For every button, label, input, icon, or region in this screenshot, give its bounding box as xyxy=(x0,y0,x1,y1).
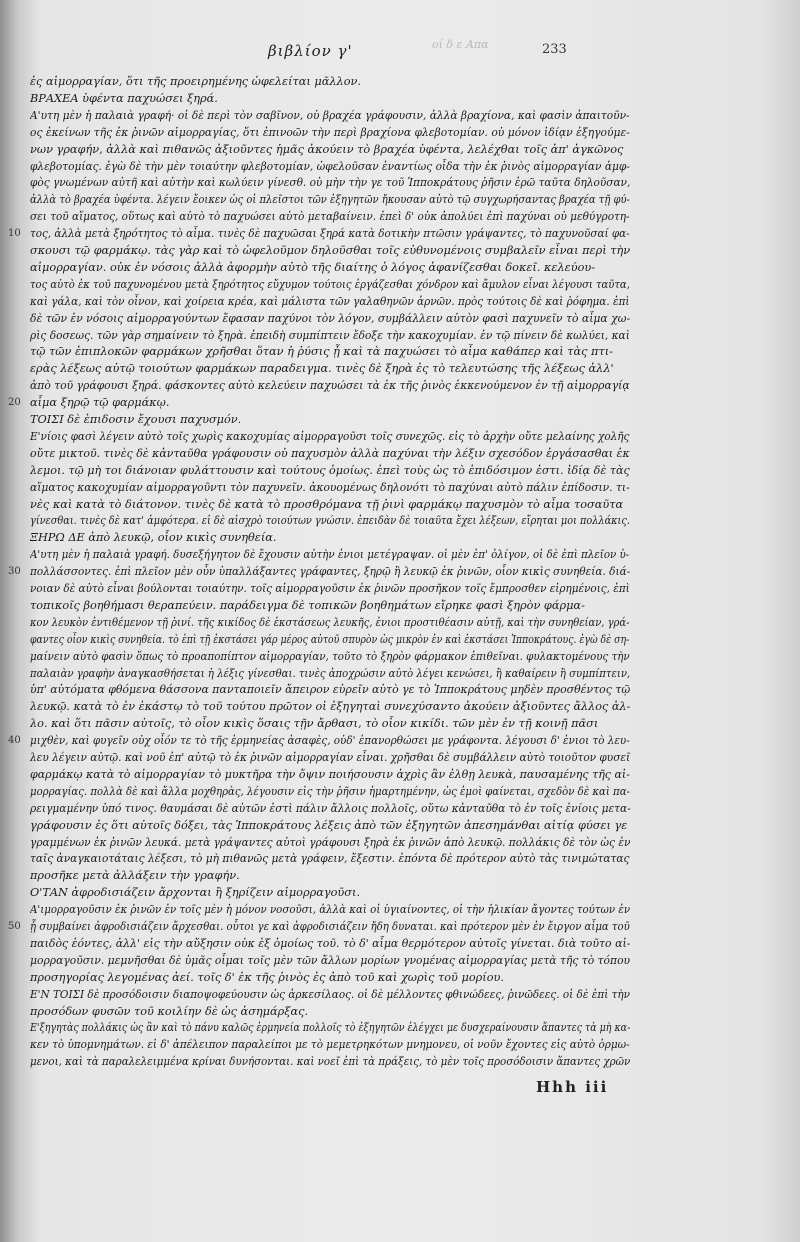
text-line: ταῖς ἀναγκαιοτάταις λέξεσι, τὸ μὴ πιθανῶς μετὰ γράφειν, ἔξεστιν. ἐπόντα δὲ πρότερον αὐτὸ τὰς τινιμώτατας xyxy=(30,852,630,866)
text-line: ὑπ' αὐτόματα φθόμενα θάσσονα πανταποιεῖν ἄπειρον εὑρεῖν αὐτὸ γε τὸ Ἱπποκράτους μηδὲν προσθέντος τῷ xyxy=(30,683,630,697)
text-line: αἷμα ξηρῷ τῷ φαρμάκῳ. xyxy=(30,396,170,410)
text-line: γίνεσθαι. τινὲς δὲ κατ' ἀμφότερα. εἰ δὲ αἰσχρὸ τοιούτων γνώσιν. ἐπειδὰν δὲ τοιαῦτα ἔχει λέξεων, εἴρηται μοι πολλάκις. xyxy=(30,514,630,528)
text-line: προσῆκε μετὰ ἀλλάξειν τὴν γραφήν. xyxy=(30,869,240,883)
text-line: κον λευκὸν ἐντιθέμενον τῇ ῥινί. τῆς κικίδος δὲ ἐκστάσεως λευκῆς, ἐνιοι προστιθέασιν αὐτῇ, καὶ τὴν συνηθείαν, γρά- xyxy=(30,615,630,629)
text-line: φὸς γνωμένων αὐτῆ καὶ αὐτὴν καὶ κωλύειν γίνεσθ. οὐ μὴν τὴν γε τοῦ Ἱπποκράτους ῥῆσιν ἐρῶ ταῦτα δηλοῦσαν, xyxy=(30,176,631,190)
text-line: τος αὐτὸ ἐκ τοῦ παχυνομένου μετὰ ξηρότητος εὔχυμον τούτοις ἐργάζεσθαι χόνδρον καὶ ἄμυλον εἶναι λέγουσι ταῦτα, xyxy=(30,277,630,291)
margin-line-number: 40 xyxy=(8,735,21,747)
text-line: Ε'ξηγητὰς πολλάκις ὡς ἂν καὶ τὸ πάνυ καλῶς ἑρμηνεία πολλοῖς τὸ ἐξηγητῶν ἐλέγχει με δυσχεραίνουσιν ἅπαντες τὰ μὴ κα- xyxy=(30,1021,631,1035)
text-line: κεν τὸ ὑπομνημάτων. εἰ δ' ἀπέλειπον παραλείποι με τὸ μεμετρηκότων μνημονευ, οἱ νοῦν ἔχοντες εἰς αὐτὸ ὁρμω- xyxy=(30,1038,630,1052)
text-line: πολλάσσοντες. ἐπὶ πλεῖον μὲν οὖν ὑπαλλάξαντες γράφαντες, ξηρῷ ἢ λευκῷ ἐκ ῥινῶν, οἷον κικὶς συνηθεία. διά- xyxy=(30,565,630,579)
text-line: δὲ τῶν ἐν νόσοις αἱμορραγούντων ἔφασαν παχύνοι τὸν λόγον, συμβάλλειν αὐτὸν φασὶ παχυνεῖν τὸ αἷμα χω- xyxy=(30,311,631,325)
text-line: Ε'νίοις φασὶ λέγειν αὐτὸ τοῖς χωρὶς κακοχυμίας αἱμορραγοῦσι τοῖς συνεχῶς. εἰς τὸ ἀρχὴν οὔτε μελαίνης χολῆς xyxy=(30,429,630,443)
text-line: μορραγοῦσιν. μεμνῆσθαι δὲ ὑμᾶς οἶμαι τοῖς μὲν τῶν ἄλλων μορίων γνομένας αἱμορραγίας μετὰ τῆς τὸ τόπου xyxy=(30,953,631,967)
text-line: οὔτε μικτοῦ. τινὲς δὲ κἀνταῦθα γράφουσιν οὐ παχυσμὸν ἀλλὰ παχύναι τὴν λέξιν σχεσόδον ἐργάσασθαι ἐκ xyxy=(30,446,630,460)
text-line: σει τοῦ αἵματος, οὕτως καὶ αὐτὸ τὸ παχυώσει αὐτὸ μεταβαίνειν. ἐπεὶ δ' οὐκ ἀπολύει ἐπὶ παχύναι οὐ μεθύγροτη- xyxy=(30,210,630,224)
text-line: φαντες οἷον κικὶς συνηθεία. τὸ ἐπὶ τῇ ἐκστάσει γάρ μέρος αὐτοῦ σπυρὸν ὡς μικρὸν ἐν καὶ ἐκστάσει Ἱπποκράτους. ἐγὼ δὲ ση- xyxy=(30,632,630,646)
text-line: προσόδων φυσῶν τοῦ κοιλίην δὲ ὡς ἀσημάρξας. xyxy=(30,1004,309,1018)
text-line: παλαιὰν γραφὴν ἀναγκασθήσεται ἡ λέξις γίνεσθαι. τινὲς ἀποχρώσιν αὐτὸ λέγει κενώσει, ἢ καθαίρειν ἢ συμπίπτειν, xyxy=(30,666,631,680)
text-line: ος ἐκείνων τῆς ἐκ ῥινῶν αἱμορραγίας, ὅτι ἐπινοῶν τὴν περὶ βραχίονα φλεβοτομίαν. οὐ μόνον ἰδίᾳν ἐξηγούμε- xyxy=(30,125,630,139)
text-line: ρειγμαμένην ὑπό τινος. θαυμάσαι δὲ αὐτῶν ἐστὶ πάλιν ἄλλοις πολλοῖς, οὕτω κἀνταῦθα τὸ ἐν τοῖς ἐνίοις μετα- xyxy=(30,801,631,815)
text-line: γραμμένων ἐκ ῥινῶν λευκά. μετὰ γράψαντες αὐτοὶ γράφουσι ξηρὰ ἐκ ῥινῶν ἀπὸ λευκῷ. πολλάκις δὲ τὸν ὡς ἐν xyxy=(30,835,630,849)
margin-line-number: 30 xyxy=(8,566,21,578)
text-line: τος, ἀλλὰ μετὰ ξηρότητος τὸ αἷμα. τινὲς δὲ παχυῶσαι ξηρά κατὰ δοτικὴν πτῶσιν γράψαντες, τὸ παχυνοῦσαί φα- xyxy=(30,227,630,241)
body-text xyxy=(8,74,631,1100)
text-line: προσηγορίας λεγομένας ἀεί. τοῖς δ' ἐκ τῆς ῥινὸς ἐς ἀπὸ τοῦ καὶ χωρὶς τοῦ μορίου. xyxy=(30,970,504,984)
text-line: Α'ιμορραγοῦσιν ἐκ ῥινῶν ἐν τοῖς μὲν ἡ μόνον νοσοῦσι, ἀλλὰ καὶ οἱ ὑγιαίνοντες, οἱ τὴν ἡλικίαν ἄγοντες τούτων ἐν xyxy=(30,903,630,917)
text-line: λευ λέγειν αὐτῷ. καὶ νοῦ ἐπ' αὐτῷ τὸ ἐκ ῥινῶν αἱμορραγίαν εἶναι. χρῆσθαι δὲ συμβάλλειν αὐτὸ τοιοῦτον φυσεῖ xyxy=(30,751,631,764)
text-line: ἐς αἱμορραγίαν, ὅτι τῆς προειρημένης ὠφελείται μᾶλλον. xyxy=(30,75,361,88)
text-line: αἱμορραγίαν. οὐκ ἐν νόσοις ἀλλὰ ἀφορμὴν αὐτὸ τῆς διαίτης ὁ λόγος ἀφανίζεσθαι δοκεῖ. κελεύου- xyxy=(30,260,596,274)
text-line: Α'υτη μὲν ἡ παλαιὰ γραφή. δυσεξήγητον δὲ ἔχουσιν αὐτὴν ἐνιοι μετέγραψαν. οἱ μὲν ἐπ' ὀλίγον, οἱ δὲ ἐπὶ πλεῖον ὑ- xyxy=(30,548,630,562)
text-line: τῷ τῶν ἐπιπλοκῶν φαρμάκων χρῆσθαι ὅταν ἡ ῥύσις ᾖ καὶ τὰ παχυώσει τὸ αἷμα καθάπερ καὶ τὰς πτι- xyxy=(30,345,613,359)
text-line: ερὰς λέξεως αὐτῷ τοιούτων φαρμάκων παραδειγμα. τινὲς δὲ ξηρὰ ἐς τὸ τελευτώσης τῆς λέξεως ἀλλ' xyxy=(30,362,614,376)
text-line: μαίνειν αὐτὸ φασὶν ὅπως τὸ προαποπίπτον αἱμορραγίαν, τοῦτο τὸ ξηρὸν φάρμακον ἐπιθεῖναι. φυλακτομένους τὴν xyxy=(30,649,630,663)
text-line: λο. καὶ ὅτι πᾶσιν αὐτοῖς, τὸ οἷον κικὶς ὅσαις τῇν ἄρθασι, τὸ οἷον κικίδι. τῶν μὲν ἐν τῇ κοινῇ πᾶσι xyxy=(30,717,599,731)
text-line: Ε'Ν ΤΟΙΣΙ δὲ προσόδοισιν διαποψοφεύουσιν ὡς ἀρκεσίλαος. οἱ δὲ μέλλοντες φθινώδεες, ῥινῶδεες. οἱ δὲ ἐπὶ τὴν xyxy=(30,987,630,1001)
page-number: 233 xyxy=(542,42,567,57)
text-line: ΒΡΑΧΕΑ ὑφέντα παχυώσει ξηρά. xyxy=(30,91,218,105)
text-line: παιδὸς ἐόντες, ἀλλ' εἰς τὴν αὔξησιν οὐκ ἐξ ὁμοίως τοῦ. τὸ δ' αἷμα θερμότερον αὐτοῖς γίνεται. διὰ τοῦτο αἱ- xyxy=(30,936,631,950)
text-line: ᾗ συμβαίνει ἀφροδισιάζειν ἄρχεσθαι. οὗτοι γε καὶ ἀφροδισιάζειν ἤδη δυναται. καὶ πρότερον μὲν ἐν ἔιργον αἷμα τοῦ xyxy=(30,920,630,933)
text-line: μορραγίας. πολλὰ δὲ καὶ ἄλλα μοχθηρὰς, λέγουσιν εἰς τὴν ῥῆσιν ἡμαρτημένην, ὡς ἐμοὶ φαίνεται, σχεδὸν δὲ καὶ πα- xyxy=(30,784,630,798)
text-line: ἀλλὰ τὸ βραχέα ὑφέντα. λέγειν ἔοικεν ὡς οἱ πλεῖστοι τῶν ἐξηγητῶν ἤκουσαν αὐτὸ τῷ συγχωρήσαντας βραχέα τῇ φύ- xyxy=(30,193,630,207)
text-line: σκουσι τῷ φαρμάκῳ. τὰς γὰρ καὶ τὸ ὠφελοῦμον δηλοῦσθαι τοῖς εὐθυνομένοις συμβαλεῖν εἶναι περὶ τὴν xyxy=(30,244,630,257)
text-line: νὲς καὶ κατὰ τὸ διάτονον. τινὲς δὲ κατὰ τὸ προσθρόμανα τῇ ῥινὶ φαρμάκῳ παχυσμὸν τὸ αἷμα τοσαῦτα xyxy=(30,497,624,511)
margin-line-number: 50 xyxy=(8,921,21,932)
text-line: μενοι, καὶ τὰ παραλελειμμένα κρίναι δυνήσονται. καὶ νοεῖ ἐπὶ τὰ πράξεις, τὸ μὲν τοῖς προσόδοισιν ἅπαντες χρῶν xyxy=(30,1055,630,1069)
text-line: ρὶς δοσεως. τῶν γὰρ σημαίνειν τὸ ξηρὰ. ἐπειδὴ συμπίπτειν ἔδοξε τὴν κακοχυμίαν. ἐν τῷ πίνειν δὲ κωλύει, καὶ xyxy=(30,328,630,342)
show-through-text: οί δ ε Απα xyxy=(432,38,489,51)
margin-line-number: 10 xyxy=(8,228,21,240)
running-head: βιβλίον γ' xyxy=(268,42,353,60)
text-line: ΞΗΡΩ ΔΕ ἀπὸ λευκῷ, οἷον κικὶς συνηθεία. xyxy=(30,531,277,545)
signature-mark: Hhh iii xyxy=(536,1078,609,1096)
text-line: νοιαν δὲ αὐτὸ εἶναι βούλονται τοιαύτην. τοῖς αἱμορραγοῦσιν ἐκ ῥινῶν προσῆκον τοῖς ἔμπροσθεν εἰρημένοις, ἐπὶ xyxy=(30,582,630,595)
text-line: γράφουσιν ἐς ὅτι αὐτοῖς δόξει, τὰς Ἱπποκράτους λέξεις ἀπὸ τῶν ἐξηγητῶν ἀπεσημάνθαι αἰτίᾳ φύσει γε xyxy=(30,818,628,832)
text-line: ΤΟΙΣΙ δὲ ἐπιδοσιν ἔχουσι παχυσμόν. xyxy=(30,413,242,426)
text-line: Ο'ΤΑΝ ἀφροδισιάζειν ἄρχονται ἢ ξηρίζειν αἱμορραγοῦσι. xyxy=(30,886,361,900)
text-line: λευκῷ. κατὰ τὸ ἐν ἐκάστῳ τὸ τοῦ τούτου πρῶτον οἱ ἐξηγηταὶ συνεχύσαντο ἀκούειν ἀξιοῦντες ἄλλος ἀλ- xyxy=(30,700,631,714)
text-line: τοπικοῖς βοηθήμασι θεραπεύειν. παράδειγμα δὲ τοπικῶν βοηθημάτων εἴρηκε φασὶ ξηρὸν φάρμα- xyxy=(30,598,585,612)
text-line: φαρμάκῳ κατὰ τὸ αἱμορραγίαν τὸ μυκτῆρα τὴν ὄψιν ποιήσουσιν ἀχρὶς ἂν ἐλθῃ λευκὰ, παυσαμένης τῆς αἱ- xyxy=(30,767,630,781)
text-line: αἵματος κακοχυμίαν αἱμορραγοῦντι τὸν παχυνεῖν. ἀκουομένως δηλονότι τὸ παχύναι αὐτὸ πάλιν ἐπίδοσιν. τι- xyxy=(30,480,630,494)
text-line: μιχθὲν, καὶ φυγεῖν οὐχ οἷόν τε τὸ τῆς ἑρμηνείας ἀσαφὲς, οὐδ' ἐπανορθώσει με γράφοντα. λέγουσι δ' ἐνιοι τὸ λευ- xyxy=(30,734,630,748)
text-line: ἀπὸ τοῦ γράφουσι ξηρά. φάσκοντες αὐτὸ κελεύειν παχυώσει τὰ ἐκ τῆς ῥινὸς ἐκκενούμενον ἐν τῇ αἱμορραγίᾳ xyxy=(30,379,630,393)
margin-line-number: 20 xyxy=(8,397,21,409)
text-line: καὶ γάλα, καὶ τὸν οἶνον, καὶ χοίρεια κρέα, καὶ μάλιστα τῶν γαλαθηνῶν ἀρνῶν. πρὸς τούτοις δὲ καὶ ῥόφημα. ἐπὶ xyxy=(30,294,630,308)
text-line: λεμοι. τῷ μὴ τοι διάνοιαν φυλάττουσιν καὶ τούτους ὁμοίως. ἐπεὶ τοὺς ὡς τὸ ἐπιδόσιμον ἐστι. ἰδίᾳ δὲ τὰς xyxy=(30,463,630,477)
text-line: Α'υτη μὲν ἡ παλαιὰ γραφή· οἱ δὲ περὶ τὸν σαβῖνον, οὐ βραχέα γράφουσιν, ἀλλὰ βραχίονα, καὶ φασὶν ἀπαιτοῦν- xyxy=(30,108,630,122)
text-line: νων γραφήν, ἀλλὰ καὶ πιθανῶς ἀξιοῦντες ἡμᾶς ἀκούειν τὸ βραχέα ὑφέντα, λελέχθαι τοῖς ἀπ' ἀγκῶνος xyxy=(30,142,624,156)
text-line: φλεβοτομίας. ἐγὼ δὲ τὴν μὲν τοιαύτην φλεβοτομίαν, ὠφελοῦσαν ἐναντίως οἶδα τὴν ἐκ ῥινὸς αἱμορραγίαν ἀμφ- xyxy=(30,159,630,173)
